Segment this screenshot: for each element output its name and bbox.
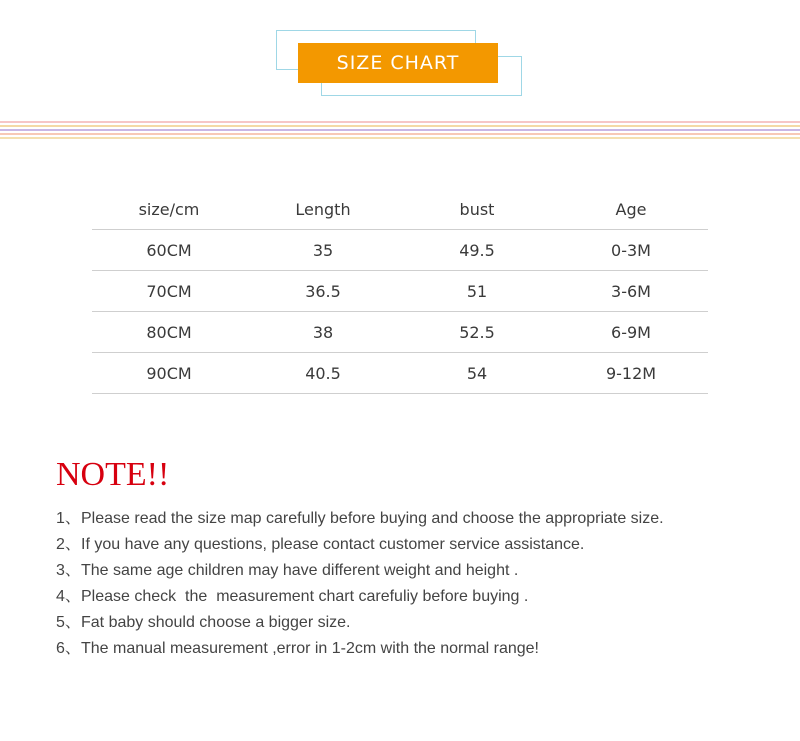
note-text: The manual measurement ,error in 1-2cm with the normal range! <box>81 640 539 657</box>
note-item <box>56 636 776 662</box>
note-list <box>56 506 776 662</box>
cell-length: 35 <box>312 240 334 260</box>
note-item <box>56 558 776 584</box>
stripe <box>0 129 800 131</box>
note-number: 6、 <box>56 640 81 657</box>
table-row <box>92 312 708 353</box>
cell-bust: 52.5 <box>459 322 495 342</box>
cell-age: 0-3M <box>611 240 651 260</box>
header-bust: bust <box>459 199 495 219</box>
note-number: 2、 <box>56 536 81 553</box>
note-title: NOTE!! <box>56 456 170 493</box>
header-age: Age <box>615 199 647 219</box>
note-number: 4、 <box>56 588 81 605</box>
decorative-stripes <box>0 121 800 141</box>
size-table <box>92 189 708 394</box>
note-number: 5、 <box>56 614 81 631</box>
cell-age: 6-9M <box>611 322 651 342</box>
cell-bust: 49.5 <box>459 240 495 260</box>
note-item <box>56 506 776 532</box>
note-text: The same age children may have different weight and height . <box>81 562 519 579</box>
note-number: 3、 <box>56 562 81 579</box>
note-item <box>56 610 776 636</box>
note-number: 1、 <box>56 510 81 527</box>
table-row <box>92 230 708 271</box>
table-header-row <box>92 189 708 230</box>
cell-bust: 54 <box>466 363 488 383</box>
cell-length: 40.5 <box>305 363 341 383</box>
cell-size: 90CM <box>146 363 192 383</box>
cell-size: 60CM <box>146 240 192 260</box>
stripe <box>0 121 800 123</box>
note-text: Fat baby should choose a bigger size. <box>81 614 351 631</box>
cell-length: 36.5 <box>305 281 341 301</box>
table-row <box>92 271 708 312</box>
note-text: Please read the size map carefully before buying and choose the appropriate size. <box>81 510 664 527</box>
cell-bust: 51 <box>466 281 488 301</box>
cell-age: 9-12M <box>605 363 657 383</box>
cell-age: 3-6M <box>611 281 651 301</box>
note-item <box>56 584 776 610</box>
header-length: Length <box>295 199 351 219</box>
note-text: Please check the measurement chart carefuliy before buying . <box>81 588 529 605</box>
cell-length: 38 <box>312 322 334 342</box>
table-row <box>92 353 708 394</box>
stripe <box>0 133 800 135</box>
header-size: size/cm <box>138 199 200 219</box>
size-chart-badge: SIZE CHART <box>298 43 498 83</box>
cell-size: 80CM <box>146 322 192 342</box>
stripe <box>0 125 800 127</box>
note-item <box>56 532 776 558</box>
note-text: If you have any questions, please contact customer service assistance. <box>81 536 585 553</box>
cell-size: 70CM <box>146 281 192 301</box>
stripe <box>0 137 800 139</box>
